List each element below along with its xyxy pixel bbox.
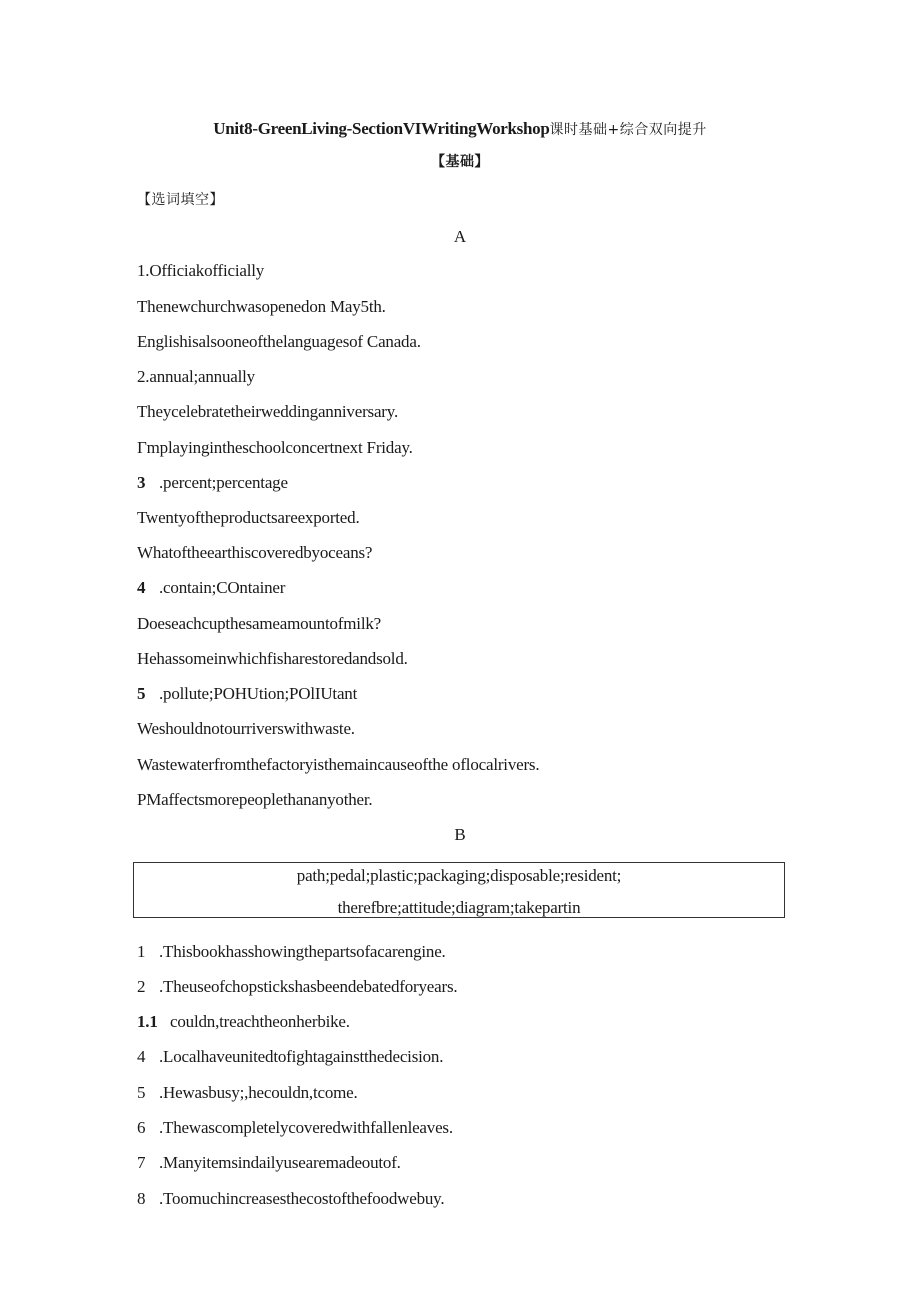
part-a-item-3-sentence-2: Whatoftheearthiscoveredbyoceans?: [137, 543, 373, 562]
part-a-item-4-sentence-1: Doeseachcupthesameamountofmilk?: [137, 614, 381, 633]
part-b-item-6: [137, 1117, 453, 1139]
item-number: 4: [137, 1047, 146, 1066]
item-number: 1: [137, 942, 146, 961]
part-a-item-5-sentence-1: Weshouldnotourriverswithwaste.: [137, 719, 355, 738]
word-pair: annual;annually: [149, 367, 255, 386]
item-text: .Thewascompletelycoveredwithfallenleaves.: [159, 1118, 453, 1137]
item-number: 5: [137, 684, 146, 703]
item-number: 1.: [137, 261, 150, 280]
item-number: 6: [137, 1118, 146, 1137]
word-pair: .percent;percentage: [159, 473, 288, 492]
part-a-item-1: [137, 260, 264, 282]
word-bank-box: [133, 862, 785, 918]
word-pair: .contain;COntainer: [159, 578, 286, 597]
item-number: 2.: [137, 367, 150, 386]
part-a-item-5: [137, 683, 357, 705]
item-number: 7: [137, 1153, 146, 1172]
part-a-item-2-sentence-1: Theycelebratetheirweddinganniversary.: [137, 402, 399, 421]
item-text: .Thisbookhasshowingthepartsofacarengine.: [159, 942, 446, 961]
item-text: .Theuseofchopstickshasbeendebatedforyears.: [159, 977, 458, 996]
part-a-item-3-sentence-1: Twentyoftheproductsareexported.: [137, 508, 360, 527]
item-number: 3: [137, 473, 146, 492]
part-a-item-4: [137, 577, 285, 599]
part-a-item-1-sentence-1: Thenewchurchwasopenedon May5th.: [137, 297, 386, 316]
item-number: 2: [137, 977, 146, 996]
item-number: 4: [137, 578, 146, 597]
item-text: couldn,treachtheonherbike.: [170, 1012, 350, 1031]
part-a-item-2: [137, 366, 255, 388]
item-number: 5: [137, 1083, 146, 1102]
item-number: 1.1: [137, 1012, 158, 1031]
part-b-item-5: [137, 1082, 358, 1104]
part-a-item-5-sentence-3: PMaffectsmorepeoplethananyother.: [137, 790, 373, 809]
item-text: .Hewasbusy;,hecouldn,tcome.: [159, 1083, 358, 1102]
part-a-item-5-sentence-2: Wastewaterfromthefactoryisthemaincauseofthe oflocalrivers.: [137, 755, 540, 774]
part-b-item-3: [137, 1011, 350, 1033]
part-b-item-2: [137, 976, 457, 998]
part-a-item-1-sentence-2: Englishisalsooneofthelanguagesof Canada.: [137, 332, 421, 351]
section-label: 【基础】: [431, 154, 489, 170]
part-b-item-4: [137, 1046, 443, 1068]
part-a-item-3: [137, 472, 288, 494]
word-pair: Officiakofficially: [149, 261, 265, 280]
document-title: [0, 118, 920, 141]
item-text: .Localhaveunitedtofightagainstthedecision.: [159, 1047, 444, 1066]
exercise-label: 【选词填空】: [137, 192, 224, 208]
part-a-item-4-sentence-2: Hehassomeinwhichfisharestoredandsold.: [137, 649, 408, 668]
part-a-heading: A: [453, 227, 467, 246]
part-b-item-7: [137, 1152, 401, 1174]
part-b-item-8: [137, 1188, 444, 1210]
item-text: .Toomuchincreasesthecostofthefoodwebuy.: [159, 1189, 445, 1208]
part-b-item-1: [137, 941, 446, 963]
part-b-heading: B: [454, 825, 466, 844]
title-chinese: 课时基础+综合双向提升: [549, 122, 707, 138]
item-text: .Manyitemsindailyusearemadeoutof.: [159, 1153, 401, 1172]
word-bank-line-2: therefbre;attitude;diagram;takepartin: [337, 898, 581, 917]
part-a-item-2-sentence-2: Γmplayingintheschoolconcertnext Friday.: [137, 438, 413, 457]
title-english: Unit8-GreenLiving-SectionVIWritingWorkshop: [213, 119, 550, 138]
item-number: 8: [137, 1189, 146, 1208]
word-pair: .pollute;POHUtion;POlIUtant: [159, 684, 358, 703]
word-bank-line-1: path;pedal;plastic;packaging;disposable;resident;: [296, 866, 622, 885]
